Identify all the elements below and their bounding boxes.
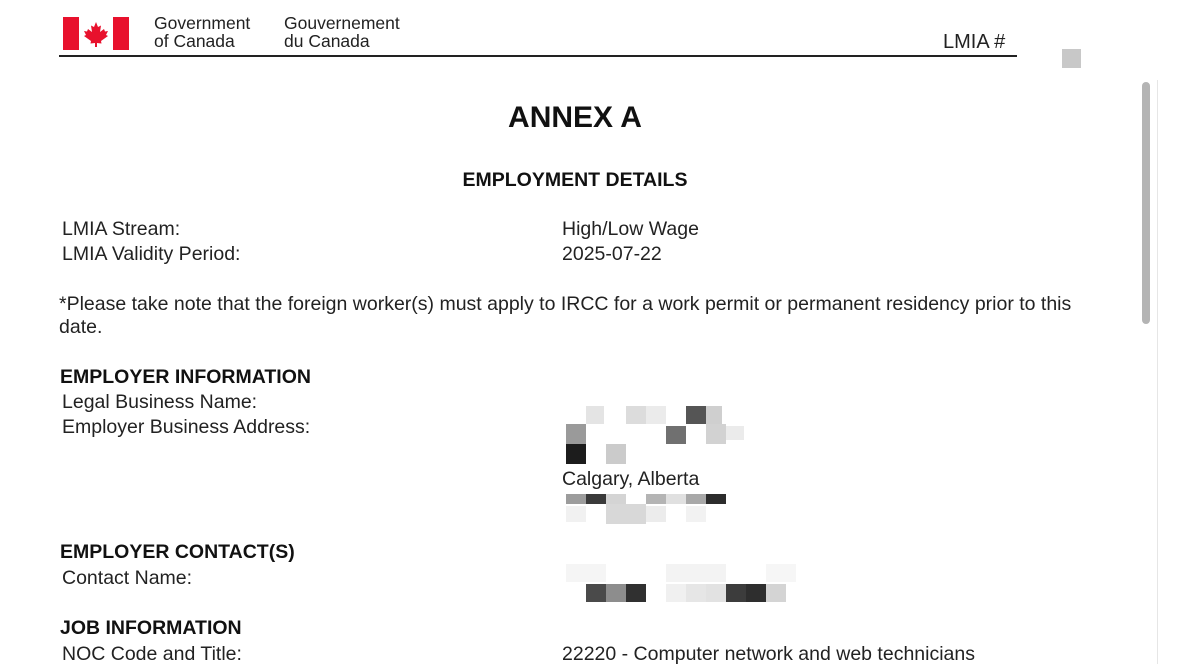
noc-code-label: NOC Code and Title: [62, 643, 242, 665]
gov-fr-line2: du Canada [284, 31, 370, 51]
lmia-stream-value: High/Low Wage [562, 218, 699, 240]
canada-flag-icon [63, 17, 129, 50]
lmia-number-label: LMIA # [943, 31, 1006, 53]
validity-period-value: 2025-07-22 [562, 243, 662, 265]
employer-contact-heading: EMPLOYER CONTACT(S) [60, 541, 295, 563]
redacted-postal-code [562, 492, 732, 526]
legal-business-name-label: Legal Business Name: [62, 391, 258, 413]
employer-address-label: Employer Business Address: [62, 416, 311, 438]
redacted-contact-name [562, 562, 802, 606]
gov-fr-line1: Gouvernement [284, 13, 400, 33]
document-title: ANNEX A [508, 101, 642, 134]
gov-en-line2: of Canada [154, 31, 235, 51]
employer-information-heading: EMPLOYER INFORMATION [60, 366, 311, 388]
scrollbar-track[interactable] [1157, 80, 1158, 664]
section-title-employment-details: EMPLOYMENT DETAILS [462, 169, 688, 191]
job-information-heading: JOB INFORMATION [60, 617, 242, 639]
header-divider [59, 55, 1017, 57]
gouvernement-du-canada-wordmark [284, 14, 400, 50]
noc-code-value: 22220 - Computer network and web technicians [562, 643, 975, 665]
validity-period-label: LMIA Validity Period: [62, 243, 241, 265]
address-city: Calgary, Alberta [562, 468, 700, 490]
gov-en-line1: Government [154, 13, 251, 33]
contact-name-label: Contact Name: [62, 567, 193, 589]
ircc-notice: *Please take note that the foreign worker(s) must apply to IRCC for a work permit or permanent residency prior to this date. [59, 293, 1072, 338]
government-of-canada-wordmark [154, 14, 250, 50]
redacted-corner-mark [1062, 49, 1081, 68]
redacted-business-name [562, 404, 752, 466]
lmia-stream-label: LMIA Stream: [62, 218, 181, 240]
